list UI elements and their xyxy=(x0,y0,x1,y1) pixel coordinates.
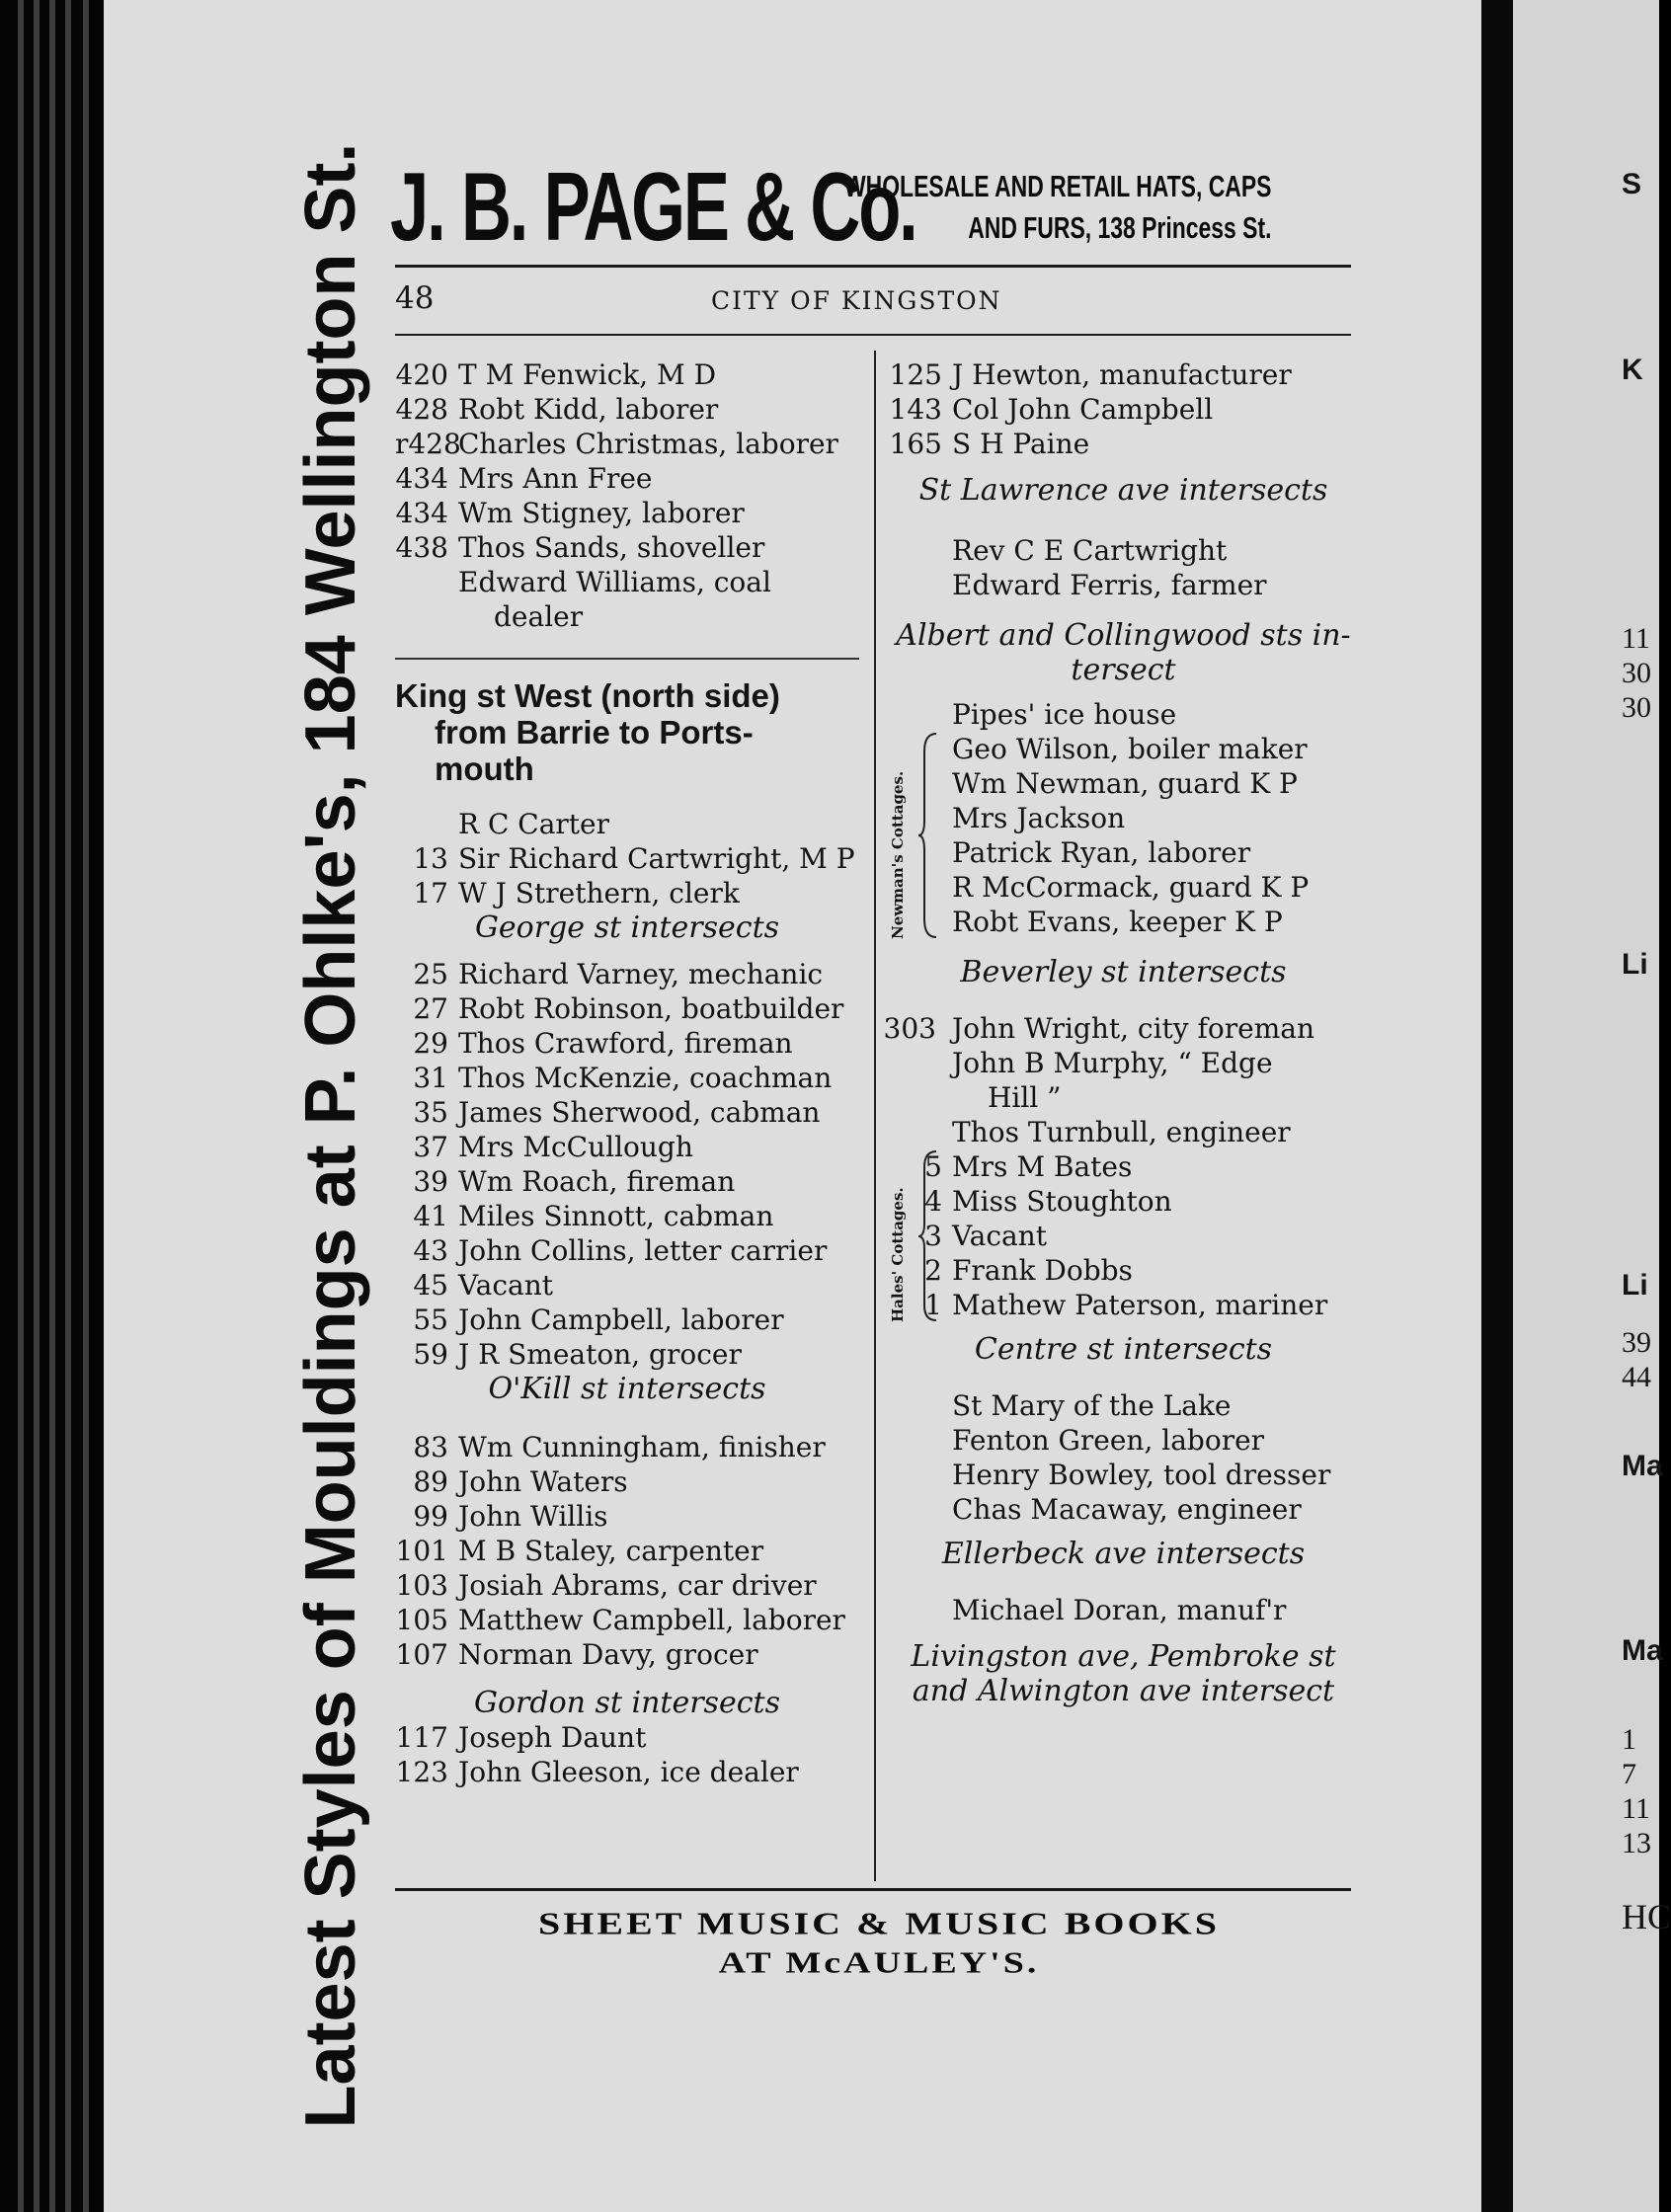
facing-page-fragment: 44 xyxy=(1622,1361,1651,1393)
list-item: 434 Wm Stigney, laborer xyxy=(395,497,745,529)
facing-page-fragment: 13 xyxy=(1622,1827,1651,1859)
cottage-group-label: Newman's Cottages. xyxy=(889,770,907,939)
cross-street-note: George st intersects xyxy=(474,910,780,945)
facing-page-fragment: S xyxy=(1622,168,1642,200)
page-number: 48 xyxy=(395,280,435,316)
list-item: 105 Matthew Campbell, laborer xyxy=(395,1604,845,1636)
list-item: 165 S H Paine xyxy=(889,428,1090,460)
header-firm-name: J. B. PAGE & Co. xyxy=(390,152,916,261)
facing-page-fragment: Li xyxy=(1622,1269,1648,1302)
facing-page xyxy=(1513,0,1659,2212)
facing-page-fragment: Ma xyxy=(1622,1634,1663,1667)
list-item: 59 J R Smeaton, grocer xyxy=(413,1338,742,1371)
facing-page-fragment: Li xyxy=(1622,948,1648,981)
facing-page-fragment: K xyxy=(1622,354,1643,386)
facing-page-fragment: 39 xyxy=(1622,1326,1651,1359)
cross-street-note: and Alwington ave intersect xyxy=(912,1674,1335,1708)
facing-page-fragment: 11 xyxy=(1622,622,1650,655)
list-item: 41 Miles Sinnott, cabman xyxy=(413,1200,774,1232)
book-spine xyxy=(0,0,109,2212)
header-tagline xyxy=(844,166,1271,249)
list-item: dealer xyxy=(494,600,584,633)
list-item: Patrick Ryan, laborer xyxy=(952,836,1251,869)
section-divider xyxy=(395,658,859,660)
list-item: r428 Charles Christmas, laborer xyxy=(395,428,838,460)
gutter-shadow xyxy=(1481,0,1513,2212)
list-item: Edward Williams, coal xyxy=(458,566,771,598)
header-tagline-line1: WHOLESALE AND RETAIL HATS, CAPS xyxy=(844,169,1272,203)
list-item: 420 T M Fenwick, M D xyxy=(395,358,717,391)
list-item: 55 John Campbell, laborer xyxy=(413,1304,784,1336)
list-item: 143 Col John Campbell xyxy=(889,393,1214,426)
footer-ad-line1: SHEET MUSIC & MUSIC BOOKS xyxy=(538,1905,1220,1941)
list-item: 35 James Sherwood, cabman xyxy=(413,1096,821,1129)
list-item: 4 Miss Stoughton xyxy=(924,1185,1172,1218)
list-item: Rev C E Cartwright xyxy=(952,534,1228,567)
list-item: 103 Josiah Abrams, car driver xyxy=(395,1569,817,1602)
list-item: 434 Mrs Ann Free xyxy=(395,462,653,495)
list-item: 117 Joseph Daunt xyxy=(395,1721,647,1754)
footer-rule xyxy=(395,1888,1351,1891)
list-item: 99 John Willis xyxy=(413,1500,608,1533)
list-item: 1 Mathew Paterson, mariner xyxy=(924,1289,1328,1321)
facing-page-fragment: 7 xyxy=(1622,1758,1636,1790)
list-item: 43 John Collins, letter carrier xyxy=(413,1234,828,1267)
list-item: 107 Norman Davy, grocer xyxy=(395,1638,758,1671)
facing-page-fragment: 11 xyxy=(1622,1792,1650,1825)
list-item: R C Carter xyxy=(458,808,610,840)
list-item: Thos Turnbull, engineer xyxy=(952,1116,1291,1148)
list-item: Robt Evans, keeper K P xyxy=(952,906,1283,938)
facing-page-fragment: 30 xyxy=(1622,691,1651,724)
list-item: 2 Frank Dobbs xyxy=(924,1254,1133,1287)
street-heading: King st West (north side) from Barrie to Ports- mouth xyxy=(395,677,780,787)
list-item: Geo Wilson, boiler maker xyxy=(952,733,1308,765)
list-item: 27 Robt Robinson, boatbuilder xyxy=(413,992,844,1025)
running-head-rule xyxy=(395,334,1351,336)
list-item: 101 M B Staley, carpenter xyxy=(395,1535,764,1567)
list-item: St Mary of the Lake xyxy=(952,1389,1232,1422)
column-divider xyxy=(874,351,876,1881)
list-item: 3 Vacant xyxy=(924,1220,1048,1252)
list-item: Mrs Jackson xyxy=(952,802,1126,834)
cross-street-note: Beverley st intersects xyxy=(960,955,1287,989)
cottage-group xyxy=(889,1149,1358,1322)
cottage-group-label: Hales' Cottages. xyxy=(889,1187,907,1322)
cross-street-note: St Lawrence ave intersects xyxy=(918,473,1328,508)
cross-street-note: Albert and Collingwood sts in- xyxy=(896,618,1351,653)
list-item: 303 John Wright, city foreman xyxy=(883,1012,1314,1045)
cross-street-note: O'Kill st intersects xyxy=(488,1372,766,1406)
header-rule xyxy=(395,265,1351,268)
list-item: Edward Ferris, farmer xyxy=(952,569,1267,601)
list-item: 25 Richard Varney, mechanic xyxy=(413,958,824,990)
list-item: 37 Mrs McCullough xyxy=(413,1131,693,1163)
facing-page-fragment: HC xyxy=(1622,1897,1671,1936)
list-item: 39 Wm Roach, fireman xyxy=(413,1165,736,1198)
list-item: 45 Vacant xyxy=(413,1269,554,1302)
right-column xyxy=(883,357,1358,1708)
list-item: Fenton Green, laborer xyxy=(952,1424,1265,1457)
list-item: 17 W J Strethern, clerk xyxy=(413,877,740,909)
list-item: 123 John Gleeson, ice dealer xyxy=(395,1756,799,1788)
cottage-group xyxy=(889,732,1358,939)
side-advertisement: Latest Styles of Mouldings at P. Ohlke's, 184 Wellington St. xyxy=(291,142,370,2129)
list-item: 5 Mrs M Bates xyxy=(924,1150,1133,1183)
cross-street-note: Ellerbeck ave intersects xyxy=(941,1537,1306,1571)
cross-street-note: Livingston ave, Pembroke st xyxy=(911,1639,1336,1674)
facing-page-fragment: Ma xyxy=(1622,1450,1663,1482)
facing-page-fragment: 1 xyxy=(1622,1723,1636,1756)
cross-street-note: Centre st intersects xyxy=(974,1332,1273,1367)
list-item: 29 Thos Crawford, fireman xyxy=(413,1027,793,1060)
list-item: Pipes' ice house xyxy=(952,698,1177,731)
list-item: R McCormack, guard K P xyxy=(952,871,1310,904)
list-item: John B Murphy, “ Edge xyxy=(952,1047,1273,1079)
list-item: Michael Doran, manuf'r xyxy=(952,1594,1287,1626)
facing-page-fragment: 30 xyxy=(1622,657,1651,689)
list-item: Chas Macaway, engineer xyxy=(952,1493,1302,1526)
cross-street-note: Gordon st intersects xyxy=(474,1686,780,1720)
list-item: Henry Bowley, tool dresser xyxy=(952,1459,1331,1491)
list-item: 125 J Hewton, manufacturer xyxy=(889,358,1292,391)
footer-ad-line2: AT McAULEY'S. xyxy=(718,1946,1040,1980)
list-item: 438 Thos Sands, shoveller xyxy=(395,531,765,564)
list-item: 428 Robt Kidd, laborer xyxy=(395,393,719,426)
list-item: 83 Wm Cunningham, finisher xyxy=(413,1431,826,1463)
list-item: Wm Newman, guard K P xyxy=(952,767,1298,800)
left-column xyxy=(395,357,859,1789)
list-item: 89 John Waters xyxy=(413,1465,628,1498)
list-item: Hill ” xyxy=(988,1081,1062,1114)
list-item: 31 Thos McKenzie, coachman xyxy=(413,1062,833,1094)
running-head: CITY OF KINGSTON xyxy=(711,286,1002,315)
header-tagline-line2: AND FURS, 138 Princess St. xyxy=(968,210,1272,245)
list-item: 13 Sir Richard Cartwright, M P xyxy=(413,842,855,875)
cross-street-note: tersect xyxy=(1071,653,1176,687)
